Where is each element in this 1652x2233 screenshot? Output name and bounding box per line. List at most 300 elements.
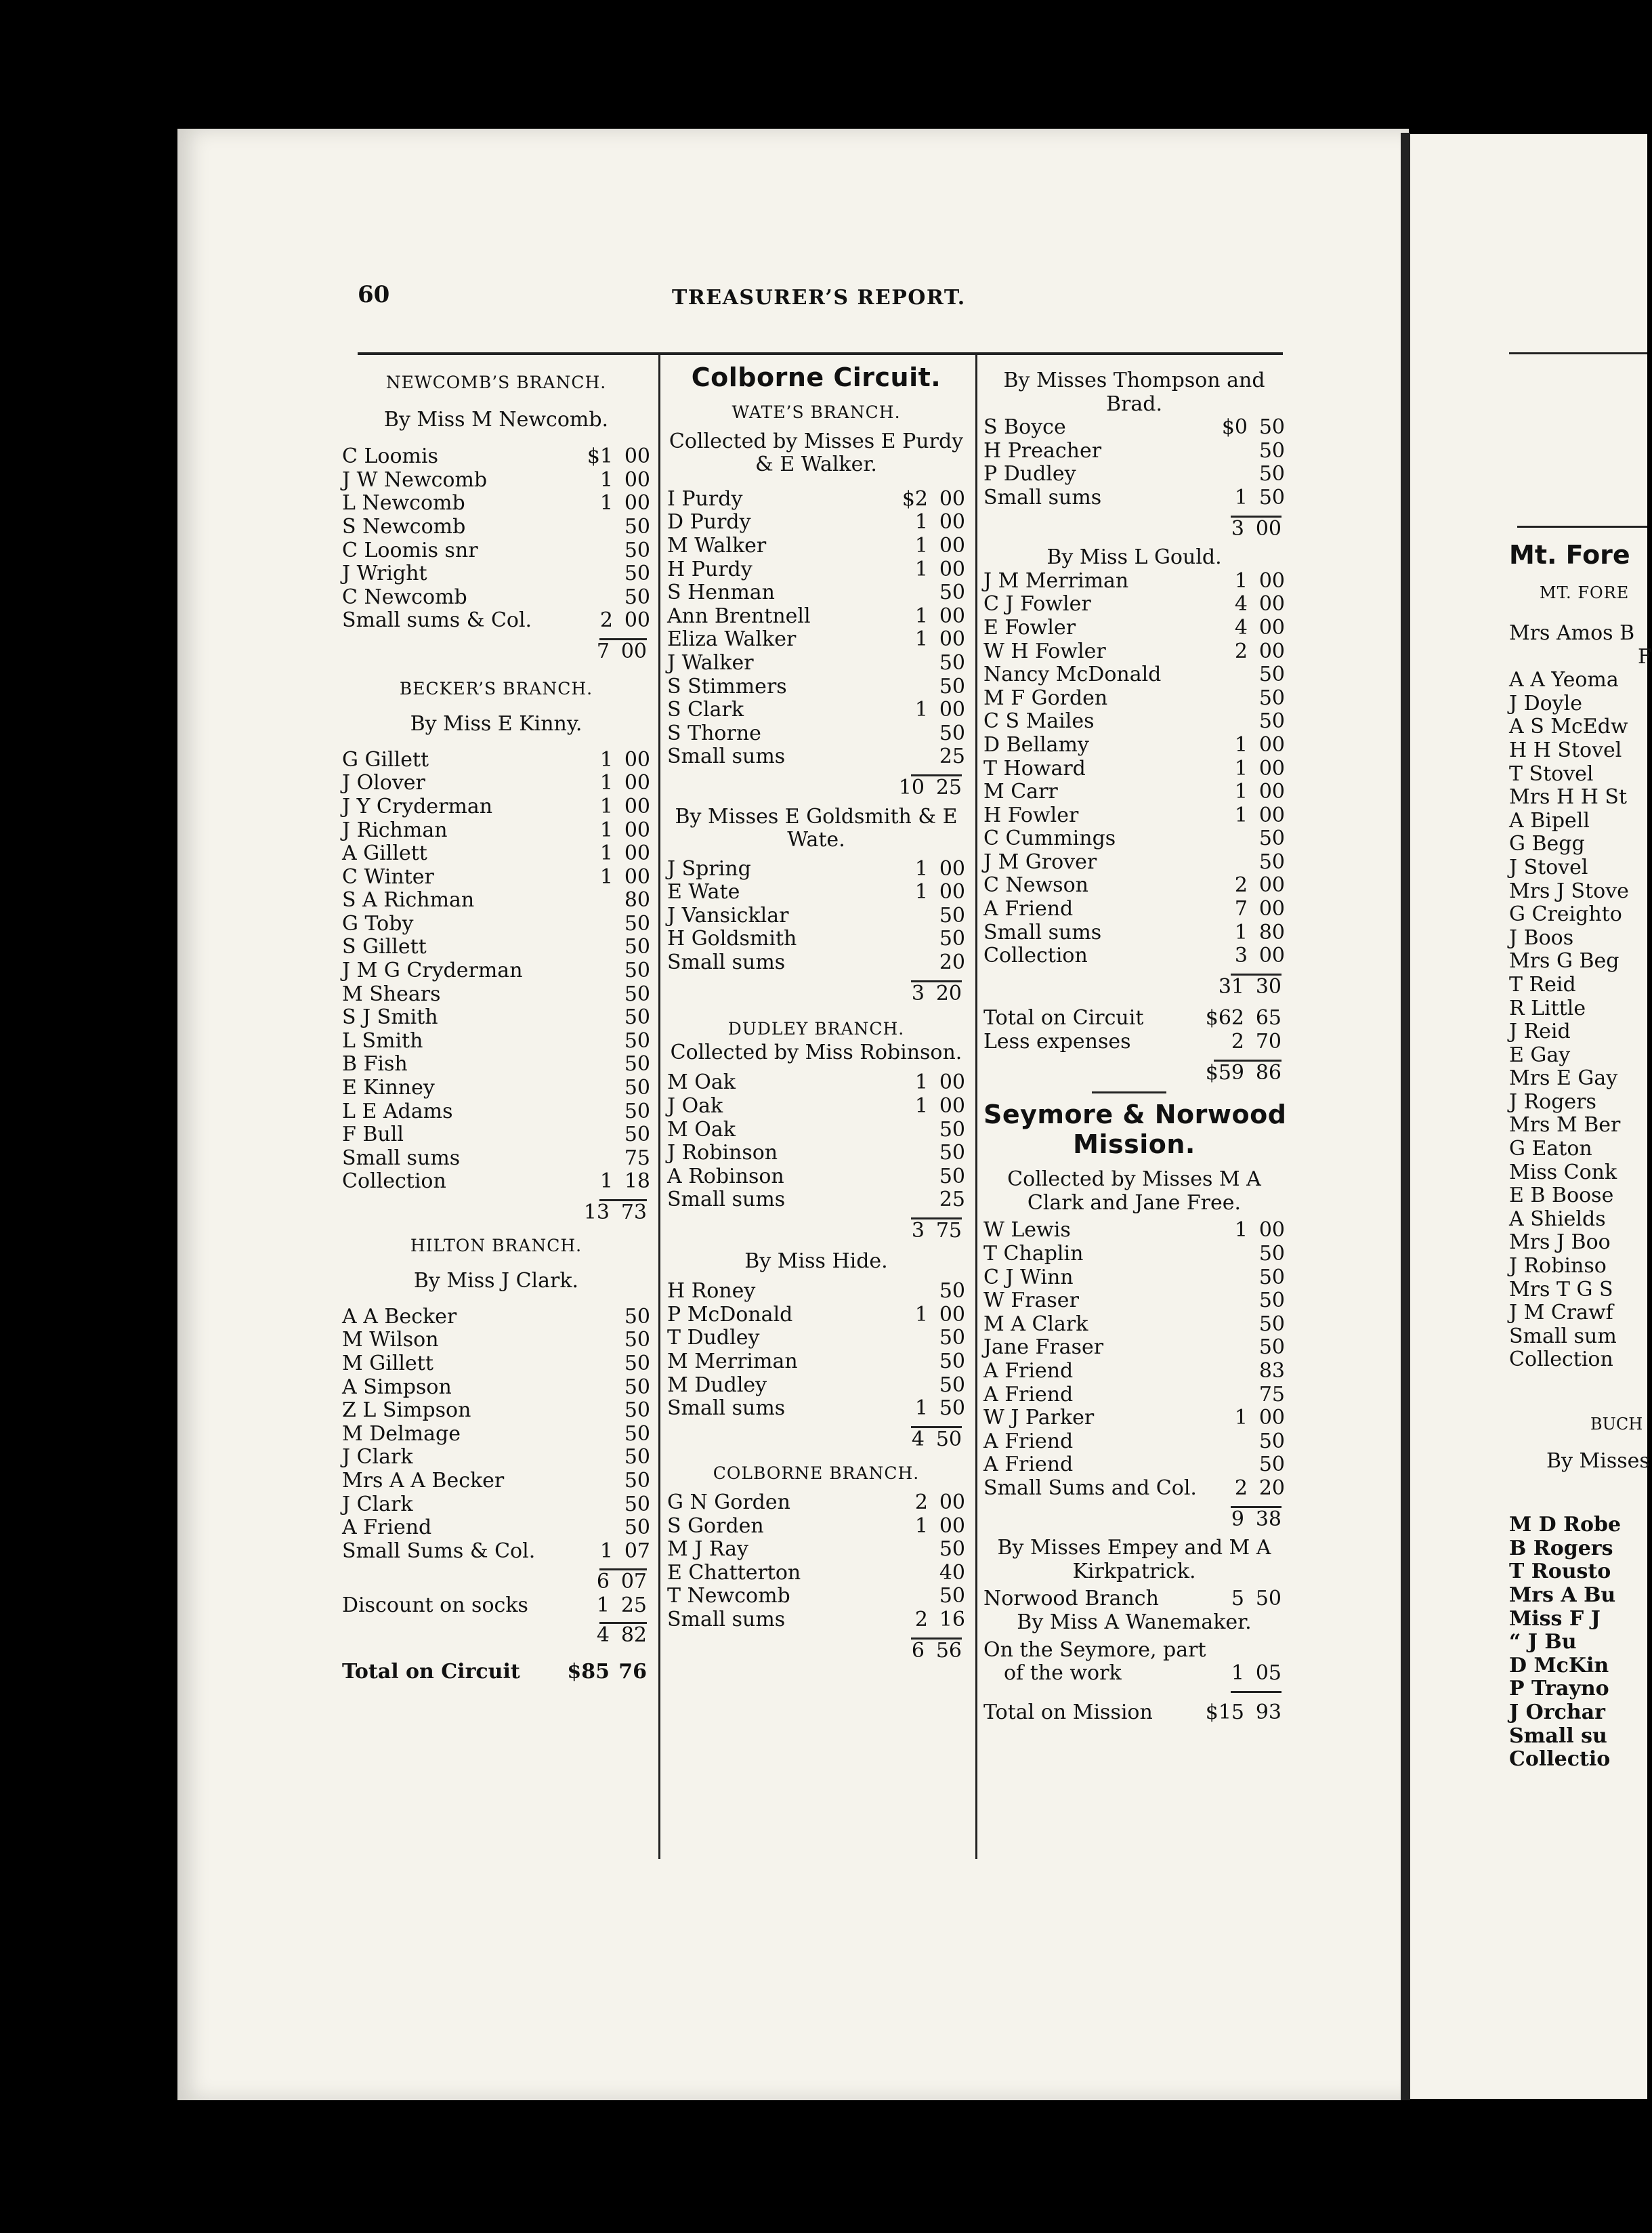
seymore-part-row-2: of the work 1 05 bbox=[1004, 1661, 1282, 1686]
donation-row bbox=[667, 675, 965, 699]
donation-list bbox=[342, 749, 650, 1194]
amount-cents: 75 bbox=[1258, 1382, 1285, 1406]
donor-name: J Reid bbox=[1509, 1020, 1571, 1044]
donation-row bbox=[667, 1491, 965, 1515]
donor-name: A Simpson bbox=[342, 1375, 452, 1399]
next-page-row bbox=[1509, 997, 1647, 1021]
donor-name: Z L Simpson bbox=[342, 1398, 471, 1423]
donor-name: H Fowler bbox=[983, 803, 1079, 827]
donation-row bbox=[342, 959, 650, 983]
donation-row bbox=[983, 1219, 1285, 1243]
amount-cents: 50 bbox=[939, 650, 965, 675]
page-number: 60 bbox=[358, 281, 390, 308]
next-page-row bbox=[1509, 1278, 1647, 1302]
amount-cents: 50 bbox=[624, 1516, 650, 1540]
donation-list bbox=[667, 1280, 965, 1421]
amount-cents: 50 bbox=[939, 1164, 965, 1188]
donor-name: Mrs J Boo bbox=[1509, 1230, 1611, 1255]
next-page-row bbox=[1509, 903, 1647, 927]
donation-row bbox=[667, 1515, 965, 1539]
amount-cents: 00 bbox=[1258, 592, 1285, 617]
donation-row bbox=[667, 511, 965, 535]
donor-name: Small sums bbox=[667, 1396, 786, 1421]
donation-row bbox=[667, 1374, 965, 1398]
amount-cents: 50 bbox=[939, 1141, 965, 1165]
amount-cents: 50 bbox=[939, 581, 965, 605]
donation-row bbox=[342, 1306, 650, 1329]
collector-line: By Misses Empey and M A Kirkpatrick. bbox=[997, 1536, 1271, 1583]
donation-row bbox=[342, 1493, 650, 1517]
amount-cents: 50 bbox=[624, 982, 650, 1006]
donor-name: “ J Bu bbox=[1509, 1630, 1577, 1654]
next-page-row bbox=[1509, 856, 1647, 880]
amount-cents: 00 bbox=[939, 1070, 965, 1095]
next-page-row bbox=[1509, 1748, 1647, 1772]
donation-row bbox=[342, 936, 650, 959]
amount-cents: 00 bbox=[1258, 1406, 1285, 1430]
amount-cents: 50 bbox=[1258, 1289, 1285, 1313]
section-total: 13 73 bbox=[583, 1201, 647, 1224]
donation-row bbox=[667, 1350, 965, 1374]
donation-row bbox=[342, 819, 650, 843]
next-page-row bbox=[1509, 1020, 1647, 1044]
amount-dollars: 1 bbox=[914, 698, 928, 722]
donor-name: A Friend bbox=[983, 1429, 1074, 1453]
next-page-row bbox=[1509, 1044, 1647, 1068]
donor-name: B Rogers bbox=[1509, 1536, 1613, 1560]
next-page-line: By Misses bbox=[1546, 1448, 1650, 1473]
donation-list bbox=[342, 445, 650, 633]
donation-row bbox=[667, 488, 965, 512]
amount-cents: 07 bbox=[624, 1539, 650, 1563]
donation-row bbox=[342, 1100, 650, 1124]
donor-name: C J Winn bbox=[983, 1265, 1074, 1289]
amount-cents: 50 bbox=[1258, 415, 1285, 440]
donor-name: Small sums bbox=[667, 745, 786, 769]
amount-dollars: 1 bbox=[599, 864, 613, 889]
collector-line: By Miss J Clark. bbox=[413, 1269, 579, 1293]
amount-cents: 50 bbox=[624, 1398, 650, 1423]
donation-row bbox=[342, 539, 650, 563]
donation-row bbox=[667, 904, 965, 928]
amount-cents: 50 bbox=[1258, 485, 1285, 509]
donor-name: Small sums bbox=[667, 951, 786, 975]
next-page-row bbox=[1509, 763, 1647, 787]
donation-row bbox=[667, 581, 965, 605]
donation-row bbox=[983, 921, 1285, 945]
amount-dollars: 1 bbox=[1234, 485, 1248, 509]
next-page-row bbox=[1509, 1514, 1647, 1537]
amount-cents: 50 bbox=[939, 721, 965, 745]
amount-dollars: 7 bbox=[1234, 897, 1248, 921]
donor-name: Miss Conk bbox=[1509, 1160, 1617, 1184]
amount-dollars: 2 bbox=[1234, 873, 1248, 898]
next-page-row bbox=[1509, 974, 1647, 997]
next-page-row bbox=[1509, 1161, 1647, 1185]
amount-cents: 50 bbox=[1258, 1242, 1285, 1266]
amount-dollars: 1 bbox=[914, 1302, 928, 1327]
amount-cents: 00 bbox=[1258, 756, 1285, 780]
amount-cents: 00 bbox=[939, 627, 965, 652]
donation-row bbox=[667, 1397, 965, 1421]
donor-name: A A Yeoma bbox=[1509, 668, 1619, 692]
donor-name: M Oak bbox=[667, 1117, 736, 1142]
donor-name: J M Merriman bbox=[983, 568, 1129, 593]
donation-row bbox=[342, 842, 650, 866]
next-page-row bbox=[1509, 1184, 1647, 1208]
donor-name: Eliza Walker bbox=[667, 627, 797, 652]
amount-cents: 50 bbox=[624, 959, 650, 983]
donor-name: T Chaplin bbox=[983, 1242, 1084, 1266]
donation-row bbox=[983, 1313, 1285, 1337]
amount-dollars: 1 bbox=[914, 510, 928, 535]
donor-name: Mrs H H St bbox=[1509, 785, 1627, 810]
donation-row bbox=[342, 1516, 650, 1540]
donor-name: Mrs T G S bbox=[1509, 1277, 1613, 1301]
donation-row bbox=[667, 652, 965, 675]
amount-cents: 00 bbox=[1258, 944, 1285, 968]
donation-row bbox=[342, 586, 650, 610]
donor-name: A Friend bbox=[983, 1453, 1074, 1477]
amount-cents: 50 bbox=[624, 1492, 650, 1516]
donor-name: G Eaton bbox=[1509, 1137, 1592, 1161]
donation-row bbox=[342, 1446, 650, 1469]
donation-row bbox=[983, 804, 1285, 828]
donor-name: H H Stovel bbox=[1509, 738, 1622, 762]
amount-cents: 50 bbox=[624, 1328, 650, 1352]
amount-dollars: 1 bbox=[914, 627, 928, 652]
donation-row bbox=[983, 570, 1285, 593]
donor-name: S Clark bbox=[667, 698, 744, 722]
donor-name: T Reid bbox=[1509, 972, 1576, 997]
amount-cents: 50 bbox=[624, 1375, 650, 1399]
donation-row bbox=[342, 913, 650, 936]
donor-name: D Bellamy bbox=[983, 732, 1089, 757]
donor-name: M A Clark bbox=[983, 1312, 1088, 1336]
amount-dollars: $0 bbox=[1221, 415, 1248, 440]
donation-row bbox=[667, 1280, 965, 1303]
amount-dollars: 2 bbox=[1234, 639, 1248, 663]
donor-name: J Richman bbox=[342, 818, 448, 842]
next-page-rule bbox=[1509, 352, 1647, 354]
donor-name: Mrs A A Becker bbox=[342, 1468, 505, 1493]
amount-cents: 80 bbox=[624, 888, 650, 913]
donation-row bbox=[342, 889, 650, 913]
donor-name: G Toby bbox=[342, 911, 414, 936]
column-divider-1 bbox=[658, 355, 660, 1859]
amount-cents: 50 bbox=[1258, 827, 1285, 851]
donor-name: M Wilson bbox=[342, 1328, 439, 1352]
amount-cents: 00 bbox=[939, 557, 965, 581]
next-page-row bbox=[1509, 880, 1647, 904]
amount-dollars: 1 bbox=[914, 856, 928, 881]
donor-name: Collectio bbox=[1509, 1747, 1611, 1772]
section-heading: HILTON BRANCH. bbox=[410, 1235, 583, 1255]
next-page-column bbox=[1509, 540, 1652, 1772]
donor-name: C Winter bbox=[342, 864, 434, 889]
amount-dollars: 1 bbox=[1234, 1406, 1248, 1430]
amount-cents: 50 bbox=[939, 1584, 965, 1608]
amount-cents: 00 bbox=[1258, 897, 1285, 921]
amount-cents: 50 bbox=[939, 1117, 965, 1142]
donation-row bbox=[983, 687, 1285, 711]
next-page-row bbox=[1509, 669, 1647, 692]
donation-row bbox=[667, 1562, 965, 1585]
amount-cents: 00 bbox=[1258, 615, 1285, 640]
donor-name: J M Crawf bbox=[1509, 1301, 1613, 1325]
section-heading: COLBORNE BRANCH. bbox=[713, 1463, 920, 1484]
amount-cents: 50 bbox=[624, 1028, 650, 1053]
donor-name: E Wate bbox=[667, 880, 740, 904]
circuit-title: Colborne Circuit. bbox=[691, 362, 941, 392]
donation-row bbox=[342, 469, 650, 493]
donation-row bbox=[342, 983, 650, 1007]
donor-name: Collection bbox=[983, 944, 1088, 968]
amount-cents: 00 bbox=[939, 1302, 965, 1327]
donation-row bbox=[667, 698, 965, 722]
donor-name: J Vansicklar bbox=[667, 903, 789, 927]
amount-dollars: 1 bbox=[599, 491, 613, 516]
amount-cents: 00 bbox=[1258, 803, 1285, 827]
donation-row bbox=[667, 951, 965, 975]
next-page-row bbox=[1509, 1301, 1647, 1325]
next-page-row bbox=[1509, 1114, 1647, 1138]
amount-dollars: 1 bbox=[1234, 780, 1248, 804]
donor-name: J Orchar bbox=[1509, 1700, 1605, 1724]
donor-name: L E Adams bbox=[342, 1099, 453, 1123]
amount-dollars: 1 bbox=[1234, 568, 1248, 593]
donor-name: Small sums bbox=[983, 485, 1102, 509]
amount-cents: 80 bbox=[1258, 920, 1285, 944]
seymore-part-row: On the Seymore, part bbox=[983, 1637, 1206, 1662]
donation-row bbox=[342, 1077, 650, 1100]
donation-row bbox=[667, 881, 965, 904]
donor-name: L Newcomb bbox=[342, 491, 465, 516]
donation-row bbox=[983, 440, 1285, 463]
section-total: 3 75 bbox=[911, 1219, 962, 1243]
donation-row bbox=[342, 445, 650, 469]
donor-name: Small sums bbox=[667, 1607, 786, 1631]
donation-row bbox=[983, 898, 1285, 921]
mission-total-row: Total on Mission $15 93 bbox=[983, 1700, 1282, 1724]
donation-row bbox=[983, 663, 1285, 687]
amount-cents: 50 bbox=[624, 1123, 650, 1147]
donor-name: C Loomis snr bbox=[342, 538, 478, 562]
less-expenses-row: Less expenses 2 70 bbox=[983, 1030, 1282, 1054]
amount-cents: 50 bbox=[939, 674, 965, 698]
amount-dollars: 2 bbox=[914, 1607, 928, 1631]
donation-row bbox=[667, 1142, 965, 1165]
amount-dollars: 2 bbox=[914, 1490, 928, 1514]
section-total: 4 82 bbox=[596, 1623, 647, 1647]
next-page-row bbox=[1509, 1560, 1647, 1584]
amount-dollars: 2 bbox=[1234, 1476, 1248, 1500]
donor-name: Mrs G Beg bbox=[1509, 949, 1619, 974]
donor-name: S Stimmers bbox=[667, 674, 787, 698]
donor-name: J W Newcomb bbox=[342, 467, 488, 492]
donation-row bbox=[342, 609, 650, 633]
next-page-row bbox=[1509, 1138, 1647, 1161]
amount-cents: 50 bbox=[939, 1537, 965, 1562]
donation-row bbox=[342, 1170, 650, 1194]
amount-dollars: 1 bbox=[914, 533, 928, 558]
donation-row bbox=[983, 1266, 1285, 1290]
donation-row bbox=[983, 827, 1285, 851]
donor-name: J M Grover bbox=[983, 850, 1097, 874]
donation-row bbox=[342, 1423, 650, 1446]
donation-row bbox=[667, 558, 965, 582]
donation-row bbox=[667, 1188, 965, 1212]
donation-row bbox=[342, 795, 650, 819]
amount-dollars: 1 bbox=[1234, 1218, 1248, 1243]
donor-name: Small sums bbox=[342, 1146, 461, 1170]
amount-cents: 40 bbox=[939, 1560, 965, 1585]
donor-name: D McKin bbox=[1509, 1653, 1609, 1677]
donor-name: S Gillett bbox=[342, 935, 427, 959]
collector-line: By Misses E Goldsmith & E Wate. bbox=[675, 804, 958, 852]
donation-list bbox=[667, 858, 965, 975]
next-page-row bbox=[1509, 833, 1647, 856]
amount-cents: 50 bbox=[624, 911, 650, 936]
amount-cents: 00 bbox=[1258, 568, 1285, 593]
donor-name: T Dudley bbox=[667, 1326, 760, 1350]
donor-name: A Gillett bbox=[342, 841, 427, 866]
amount-cents: 50 bbox=[1258, 1453, 1285, 1477]
amount-dollars: 1 bbox=[599, 794, 613, 818]
donor-name: J Walker bbox=[667, 650, 754, 675]
section-total: 3 00 bbox=[1231, 516, 1282, 541]
donor-name: S Henman bbox=[667, 581, 775, 605]
column-1 bbox=[342, 371, 650, 1684]
donor-name: T Howard bbox=[983, 756, 1086, 780]
next-page-row bbox=[1509, 1348, 1647, 1372]
amount-cents: 50 bbox=[939, 1349, 965, 1373]
mission-title-2: Mission. bbox=[1073, 1129, 1195, 1160]
donor-name: P Trayno bbox=[1509, 1677, 1609, 1701]
next-page-row bbox=[1509, 927, 1647, 951]
next-page-row bbox=[1509, 1631, 1647, 1654]
grand-total-row: Total on Circuit $85 76 bbox=[342, 1660, 647, 1684]
donor-name: Nancy McDonald bbox=[983, 663, 1162, 687]
donor-name: J Clark bbox=[342, 1492, 413, 1516]
amount-cents: 00 bbox=[624, 771, 650, 795]
next-page-list bbox=[1509, 669, 1647, 1372]
next-page-line: Mrs Amos B bbox=[1509, 621, 1635, 645]
next-page-section: BUCH bbox=[1590, 1415, 1643, 1434]
amount-cents: 00 bbox=[624, 608, 650, 633]
donation-row bbox=[983, 734, 1285, 757]
norwood-row: Norwood Branch 5 50 bbox=[983, 1587, 1282, 1611]
amount-cents: 50 bbox=[1258, 850, 1285, 874]
donation-row bbox=[342, 516, 650, 539]
amount-cents: 00 bbox=[939, 1094, 965, 1119]
donor-name: Mrs M Ber bbox=[1509, 1113, 1621, 1138]
donor-name: J Clark bbox=[342, 1445, 413, 1469]
donor-name: Small sums bbox=[667, 1188, 786, 1212]
donation-row bbox=[667, 1119, 965, 1142]
donor-name: H Roney bbox=[667, 1279, 756, 1303]
amount-cents: 00 bbox=[624, 747, 650, 772]
donation-row bbox=[983, 1383, 1285, 1407]
donor-name: A Friend bbox=[983, 1382, 1074, 1406]
amount-dollars: 1 bbox=[599, 467, 613, 492]
donor-name: M F Gorden bbox=[983, 686, 1108, 710]
amount-cents: 50 bbox=[1258, 462, 1285, 486]
donor-name: J Oak bbox=[667, 1094, 723, 1119]
amount-dollars: 1 bbox=[599, 1539, 613, 1563]
amount-cents: 50 bbox=[624, 1052, 650, 1077]
next-page-row bbox=[1509, 786, 1647, 810]
donor-name: J M G Cryderman bbox=[342, 959, 523, 983]
section-total: 31 30 bbox=[1218, 974, 1282, 999]
donor-name: S Gorden bbox=[667, 1514, 764, 1538]
donor-name: Collection bbox=[342, 1169, 446, 1194]
donation-row bbox=[342, 562, 650, 586]
amount-cents: 50 bbox=[939, 1326, 965, 1350]
donor-name: J Boos bbox=[1509, 925, 1574, 950]
donation-row bbox=[667, 628, 965, 652]
donor-name: M Shears bbox=[342, 982, 441, 1006]
amount-dollars: 1 bbox=[1234, 920, 1248, 944]
donor-name: Mrs E Gay bbox=[1509, 1066, 1618, 1091]
amount-cents: 00 bbox=[1258, 780, 1285, 804]
donor-name: S A Richman bbox=[342, 888, 475, 913]
discount-row: Discount on socks 1 25 bbox=[342, 1593, 647, 1617]
donor-name: H Preacher bbox=[983, 438, 1102, 463]
amount-cents: 50 bbox=[939, 903, 965, 927]
donor-name: Small Sums & Col. bbox=[342, 1539, 536, 1563]
donor-name: Jane Fraser bbox=[983, 1335, 1104, 1360]
donor-name: S Newcomb bbox=[342, 514, 466, 539]
donor-name: A S McEdw bbox=[1509, 715, 1628, 739]
amount-cents: 50 bbox=[624, 562, 650, 586]
amount-dollars: 2 bbox=[599, 608, 613, 633]
donation-row bbox=[667, 1608, 965, 1632]
donation-row bbox=[667, 858, 965, 881]
amount-cents: 83 bbox=[1258, 1358, 1285, 1383]
donation-row bbox=[983, 617, 1285, 640]
amount-cents: 50 bbox=[624, 1421, 650, 1446]
donor-name: M Dudley bbox=[667, 1373, 767, 1397]
amount-cents: 00 bbox=[939, 1490, 965, 1514]
donation-row bbox=[983, 710, 1285, 734]
next-page-row bbox=[1509, 1608, 1647, 1631]
donor-name: Small sums bbox=[983, 920, 1102, 944]
page-title: TREASURER’S REPORT. bbox=[672, 286, 966, 310]
amount-cents: 00 bbox=[939, 486, 965, 511]
header-rule bbox=[358, 352, 1283, 355]
amount-cents: 50 bbox=[624, 1445, 650, 1469]
donor-name: J Olover bbox=[342, 771, 425, 795]
amount-dollars: 1 bbox=[914, 1396, 928, 1421]
donor-name: E Fowler bbox=[983, 615, 1076, 640]
donor-name: E Chatterton bbox=[667, 1560, 801, 1585]
donation-row bbox=[667, 927, 965, 951]
donation-row bbox=[983, 851, 1285, 875]
mission-title: Seymore & Norwood bbox=[983, 1100, 1287, 1130]
amount-dollars: 1 bbox=[1234, 756, 1248, 780]
next-page-row bbox=[1509, 1654, 1647, 1678]
amount-cents: 50 bbox=[1258, 663, 1285, 687]
section-total: 10 25 bbox=[898, 775, 962, 799]
donor-name: Miss F J bbox=[1509, 1606, 1601, 1631]
net-total-row: $59 86 bbox=[1205, 1060, 1282, 1085]
donor-name: C Newson bbox=[983, 873, 1088, 898]
donor-name: Ann Brentnell bbox=[667, 604, 811, 628]
donation-row bbox=[983, 416, 1285, 440]
donor-name: P McDonald bbox=[667, 1302, 793, 1327]
donor-name: C Cummings bbox=[983, 827, 1116, 851]
